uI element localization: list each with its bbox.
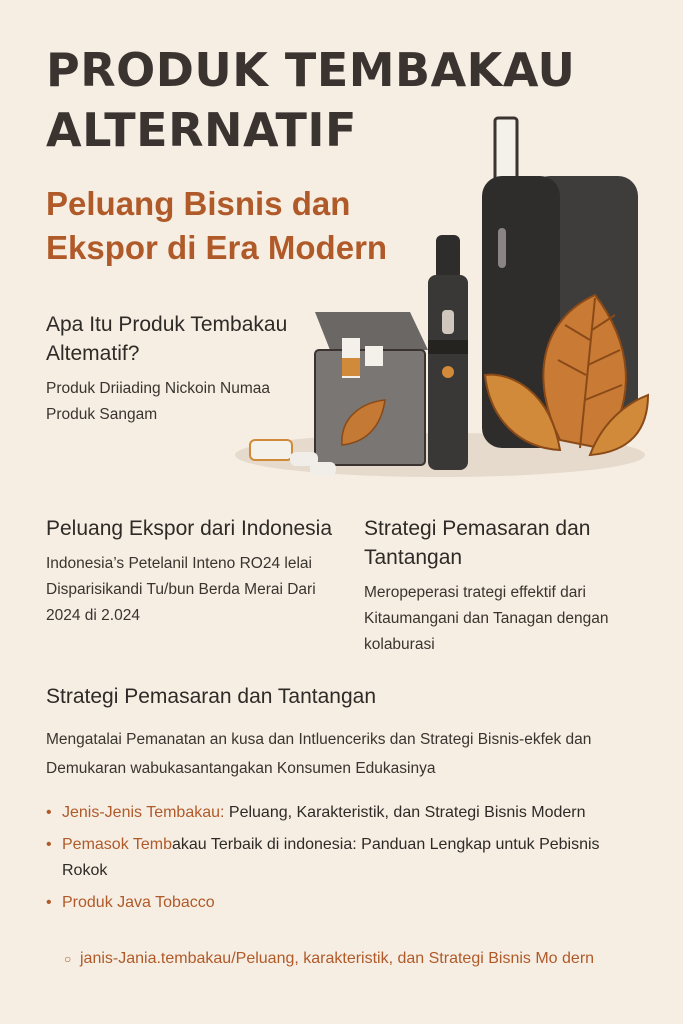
- pack-cigarette-2: [342, 358, 360, 376]
- pack-lid: [315, 312, 428, 350]
- bullet-icon: •: [46, 836, 52, 853]
- pouch-3: [310, 462, 336, 476]
- what-is-heading: Apa Itu Produk Tembakau Altematif?: [46, 313, 288, 365]
- product-illustration: [230, 110, 650, 500]
- related-link[interactable]: Pemasok Temb: [62, 836, 172, 853]
- related-item[interactable]: [46, 800, 646, 826]
- strategy-side-body: Meropeperasi trategi effektif dari Kitaumangani dan Tanagan dengan kolaburasi: [364, 584, 609, 653]
- strategy-side-heading: Strategi Pemasaran dan Tantangan: [364, 517, 591, 569]
- page-title: PRODUK TEMBAKAU ALTERNATIF: [46, 43, 576, 157]
- related-item[interactable]: [46, 890, 646, 916]
- strategy-main-body: Mengatalai Pemanatan an kusa dan Intluenceriks dan Strategi Bisnis-ekfek dan Demukaran wabukasantangakan Konsumen Edukasinya: [46, 731, 592, 777]
- bullet-icon: •: [46, 804, 52, 821]
- related-link[interactable]: Jenis-Jenis Tembakau:: [62, 804, 225, 821]
- export-section: [46, 514, 336, 629]
- device-indicator: [498, 228, 506, 268]
- vape-mouthpiece: [436, 235, 460, 280]
- vape-band: [428, 340, 468, 354]
- vape-window: [442, 310, 454, 334]
- related-text: akau Terbaik di indonesia: Panduan Lengkap untuk Pebisnis Rokok: [62, 836, 600, 879]
- strategy-main-heading: Strategi Pemasaran dan Tantangan: [46, 685, 377, 708]
- bullet-icon: •: [46, 894, 52, 911]
- export-body: Indonesia’s Petelanil Inteno RO24 lelai Disparisikandi Tu/bun Berda Merai Dari 2024 di 2.024: [46, 555, 316, 624]
- related-articles-list: [46, 800, 646, 922]
- page-subtitle: Peluang Bisnis dan Ekspor di Era Modern: [46, 185, 388, 266]
- strategy-main-section: [46, 682, 646, 783]
- vape-button: [442, 366, 454, 378]
- related-item[interactable]: [46, 832, 646, 884]
- related-text: Peluang, Karakteristik, dan Strategi Bisnis Modern: [224, 804, 586, 821]
- pack-cigarette-3: [365, 346, 383, 366]
- what-is-section: [46, 310, 306, 428]
- what-is-body: Produk Driiading Nickoin Numaa Produk Sangam: [46, 380, 270, 423]
- export-heading: Peluang Ekspor dari Indonesia: [46, 517, 333, 540]
- related-sub-item[interactable]: [64, 946, 670, 972]
- sub-bullet-icon: ○: [64, 952, 72, 966]
- related-sub-link[interactable]: janis-Jania.tembakau/Peluang, karakteristik, dan Strategi Bisnis Mo dern: [80, 950, 595, 967]
- pouch-1: [250, 440, 292, 460]
- strategy-side-section: [364, 514, 654, 658]
- related-link[interactable]: Produk Java Tobacco: [62, 894, 215, 911]
